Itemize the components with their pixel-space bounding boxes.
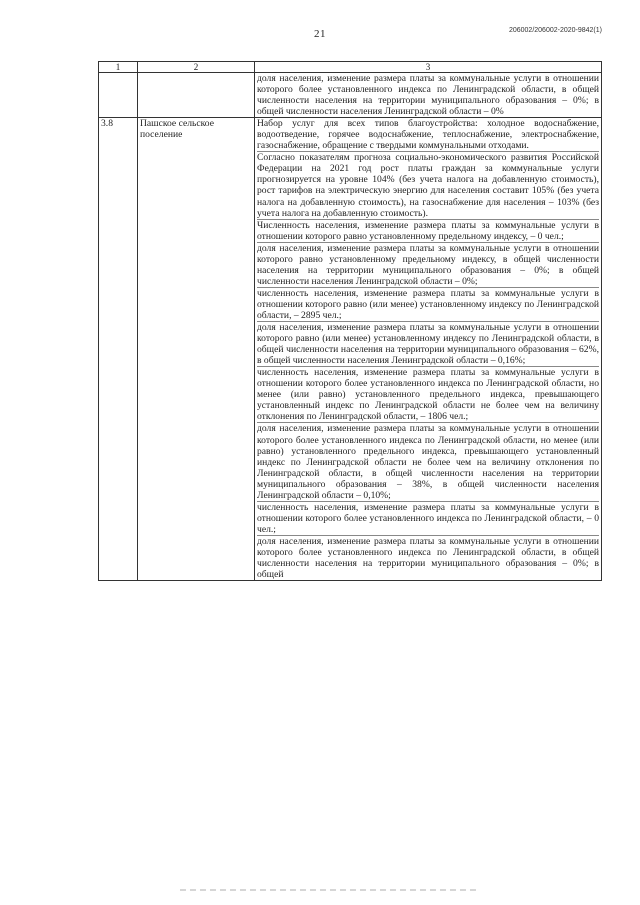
- cell-empty: [138, 73, 255, 118]
- paragraph: Набор услуг для всех типов благоустройства: холодное водоснабжение, водоотведение, горячее водоснабжение, теплоснабжение, электроснабжение, газоснабжение, обращение с твердыми коммунальными отходами.: [257, 118, 599, 152]
- paragraph: Согласно показателям прогноза социально-экономического развития Российской Федерации на 2021 год рост платы граждан за коммунальные услуги прогнозируется на уровне 104% (без учета налога на добавленную стоимость), рост тарифов на электрическую энергию для населения составит 105% (без учета налога на добавленную стоимость), на газоснабжение для населения – 103% (без учета налога на добавленную стоимость).: [257, 152, 599, 219]
- paragraph: численность населения, изменение размера платы за коммунальные услуги в отношении которого более установленного индекса по Ленинградской области, но менее (или равно) установленного предельного индекса, превышающего установленный индекс по Ленинградской области не более чем на величину отклонения по Ленинградской области, – 1806 чел.;: [257, 367, 599, 423]
- row-number: 3.8: [99, 118, 138, 581]
- paragraph: доля населения, изменение размера платы за коммунальные услуги в отношении которого равно установленному предельному индексу, в общей численности населения на территории муниципального образования – 0%; в общей численности населения Ленинградской области – 0%;: [257, 242, 599, 287]
- header-col-2: 2: [138, 62, 255, 73]
- paragraph: доля населения, изменение размера платы за коммунальные услуги в отношении которого более установленного индекса по Ленинградской области, в общей численности населения на территории муниципального образования – 0%; в общей: [257, 535, 599, 581]
- continuation-cell: [255, 73, 602, 118]
- header-col-3: 3: [255, 62, 602, 73]
- table-row: [99, 118, 602, 581]
- table-row-continuation: [99, 73, 602, 118]
- settlement-name: Пашское сельское поселение: [138, 118, 255, 581]
- scan-footer-artifact: [180, 889, 480, 891]
- cell-empty: [99, 73, 138, 118]
- tariff-table: [98, 61, 602, 581]
- paragraph: доля населения, изменение размера платы за коммунальные услуги в отношении которого равно (или менее) установленному индексу по Ленинградской области, в общей численности населения на территории муниципального образования – 62%, в общей численности населения Ленинградской области – 0,16%;: [257, 322, 599, 367]
- paragraph: Численность населения, изменение размера платы за коммунальные услуги в отношении которого равно установленному предельному индексу, – 0 чел.;: [257, 219, 599, 242]
- paragraph: доля населения, изменение размера платы за коммунальные услуги в отношении которого более установленного индекса по Ленинградской области, в общей численности населения на территории муниципального образования – 0%; в общей численности населения Ленинградской области – 0%: [257, 73, 599, 118]
- paragraph: численность населения, изменение размера платы за коммунальные услуги в отношении которого равно (или менее) установленному индексу по Ленинградской области, – 2895 чел.;: [257, 287, 599, 321]
- page-number: 21: [314, 28, 326, 40]
- table-header-row: [99, 62, 602, 73]
- header-col-1: 1: [99, 62, 138, 73]
- paragraph: доля населения, изменение размера платы за коммунальные услуги в отношении которого более установленного индекса по Ленинградской области, но менее (или равно) установленного предельного индекса, превышающего установленный индекс по Ленинградской области не более чем на величину отклонения по Ленинградской области, в общей численности населения на территории муниципального образования – 38%, в общей численности населения Ленинградской области – 0,10%;: [257, 423, 599, 501]
- document-id: 206002/206002-2020-9842(1): [508, 27, 602, 34]
- description-cell: [255, 118, 602, 581]
- paragraph: численность населения, изменение размера платы за коммунальные услуги в отношении которого более установленного индекса по Ленинградской области, – 0 чел.;: [257, 501, 599, 535]
